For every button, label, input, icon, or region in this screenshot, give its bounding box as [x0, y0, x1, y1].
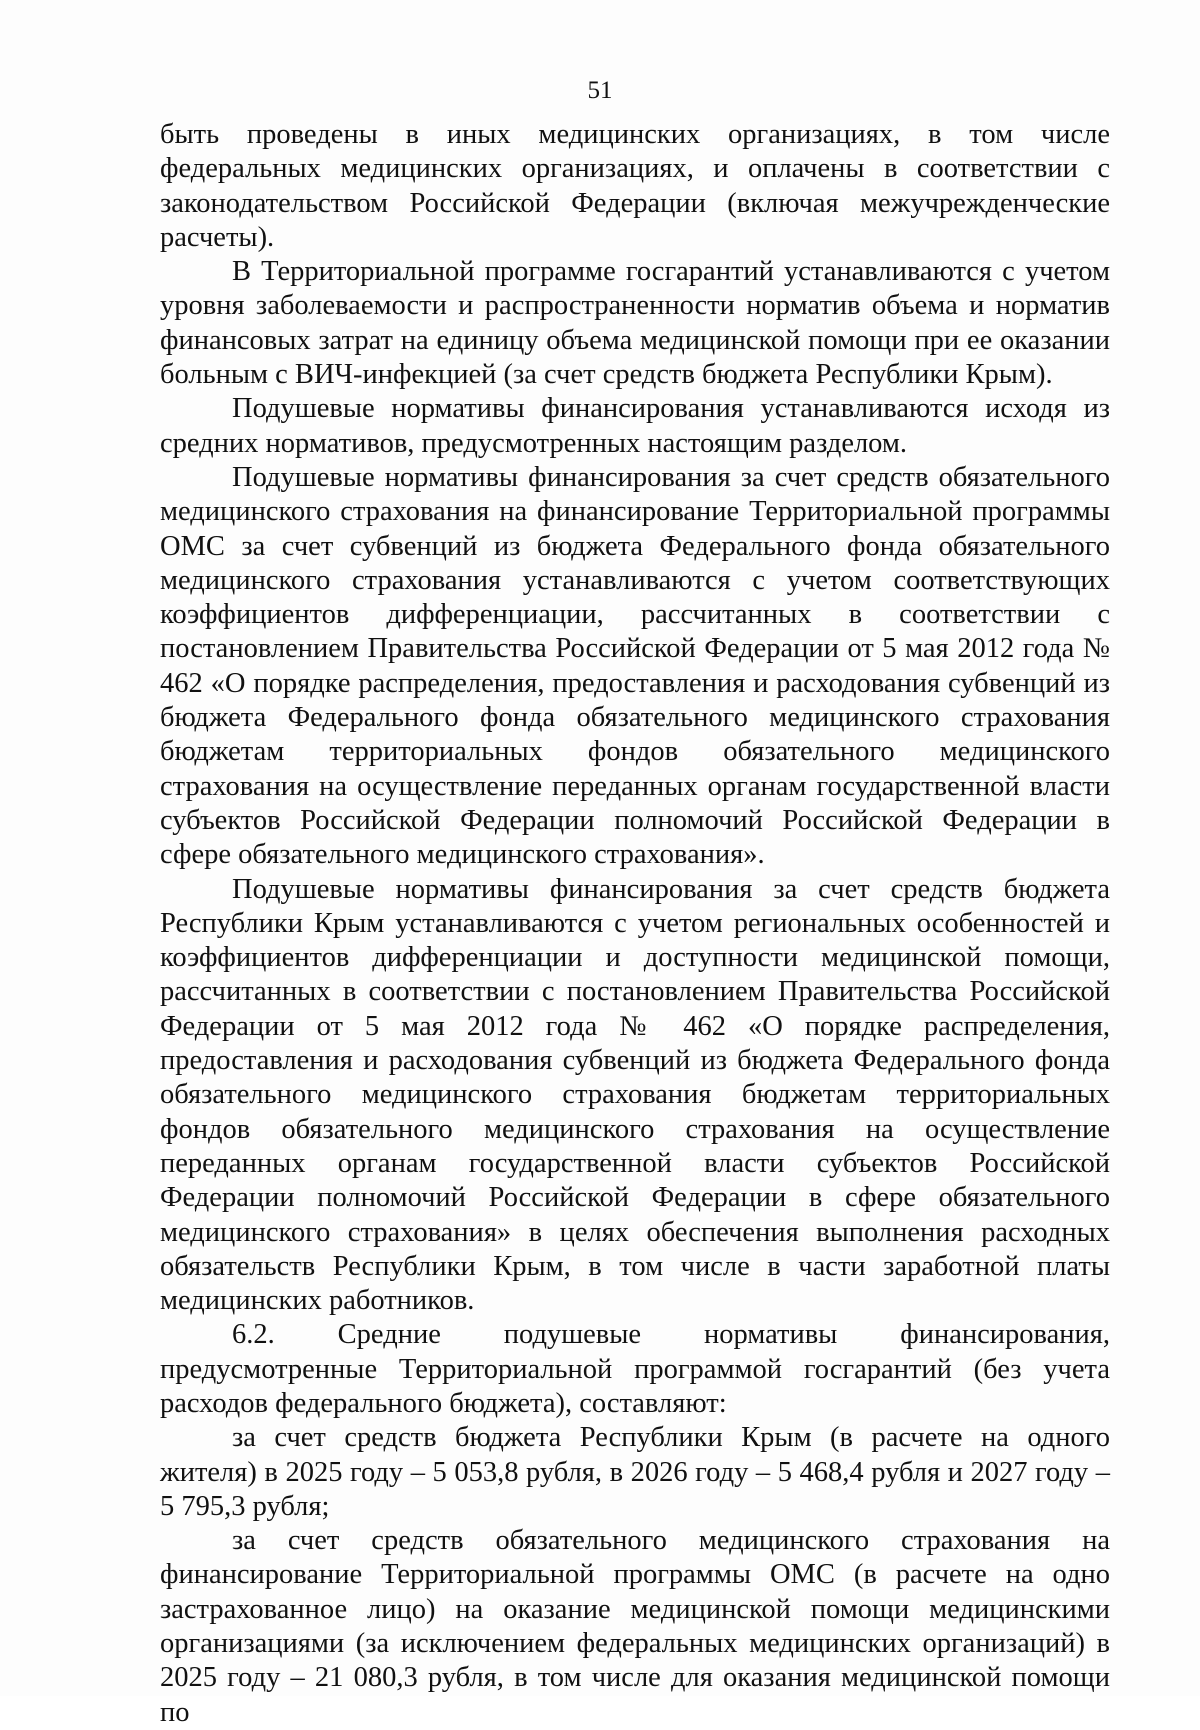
paragraph-budget-amounts: за счет средств бюджета Республики Крым (в расчете на одного жителя) в 2025 году – 5 053,8 рубля, в 2026 году – 5 468,4 рубля и 2027 году – 5 795,3 рубля;	[160, 1422, 1110, 1522]
paragraph-continuation: быть проведены в иных медицинских организациях, в том числе федеральных медицинских организациях, и оплачены в соответствии с законодательством Российской Федерации (включая межучрежденческие расчеты).	[160, 119, 1110, 253]
paragraph-section-6-2: 6.2. Средние подушевые нормативы финансирования, предусмотренные Территориальной программой госгарантий (без учета расходов федерального бюджета), составляют:	[160, 1319, 1110, 1419]
paragraph-per-capita-norms: Подушевые нормативы финансирования устанавливаются исходя из средних нормативов, предусмотренных настоящим разделом.	[160, 393, 1110, 459]
paragraph-oms-norms: Подушевые нормативы финансирования за счет средств обязательного медицинского страхования на финансирование Территориальной программы ОМС за счет субвенций из бюджета Федерального фонда обязательного медицинского страхования устанавливаются с учетом соответствующих коэффициентов дифференциации, рассчитанных в соответствии с постановлением Правительства Российской Федерации от 5 мая 2012 года № 462 «О порядке распределения, предоставления и расходования субвенций из бюджета Федерального фонда обязательного медицинского страхования бюджетам территориальных фондов обязательного медицинского страхования на осуществление переданных органам государственной власти субъектов Российской Федерации полномочий Российской Федерации в сфере обязательного медицинского страхования».	[160, 461, 1110, 871]
paragraph-hiv-norms: В Территориальной программе госгарантий устанавливаются с учетом уровня заболеваемости и распространенности норматив объема и норматив финансовых затрат на единицу объема медицинской помощи при ее оказании больным с ВИЧ-инфекцией (за счет средств бюджета Республики Крым).	[160, 256, 1110, 391]
document-body	[160, 118, 1110, 1730]
paragraph-oms-amounts: за счет средств обязательного медицинского страхования на финансирование Территориальной программы ОМС (в расчете на одно застрахованное лицо) на оказание медицинской помощи медицинскими организациями (за исключением федеральных медицинских организаций) в 2025 году – 21 080,3 рубля, в том числе для оказания медицинской помощи по	[160, 1525, 1110, 1728]
page-number: 51	[587, 77, 613, 104]
paragraph-budget-norms: Подушевые нормативы финансирования за счет средств бюджета Республики Крым устанавливаются с учетом региональных особенностей и коэффициентов дифференциации и доступности медицинской помощи, рассчитанных в соответствии с постановлением Правительства Российской Федерации от 5 мая 2012 года № 462 «О порядке распределения, предоставления и расходования субвенций из бюджета Федерального фонда обязательного медицинского страхования бюджетам территориальных фондов обязательного медицинского страхования на осуществление переданных органам государственной власти субъектов Российской Федерации полномочий Российской Федерации в сфере обязательного медицинского страхования» в целях обеспечения выполнения расходных обязательств Республики Крым, в том числе в части заработной платы медицинских работников.	[160, 873, 1110, 1317]
